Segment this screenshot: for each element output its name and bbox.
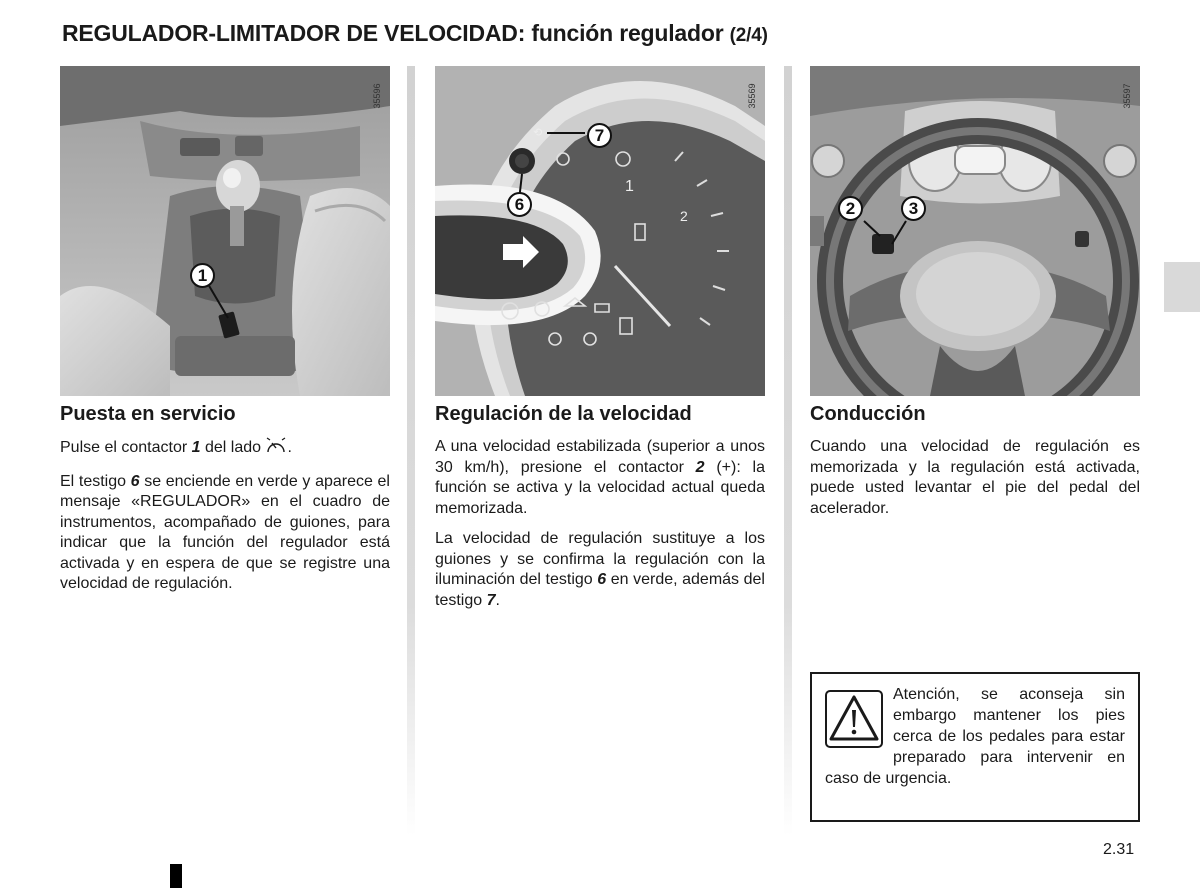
paragraph: El testigo 6 se enciende en verde y aparece el mensaje «REGULADOR» en el cuadro de instrumentos, acompañado de guiones, para indicar que la función del regulador está activada y en espera de que se registre una velocidad de regulación. [60,472,390,592]
section-regulacion-velocidad [435,400,765,621]
image-ref-number: 35596 [372,83,382,109]
image-ref-number: 35597 [1122,83,1132,109]
instrument-cluster-illustration [435,66,765,396]
photo-steering-wheel [810,66,1140,396]
callout-6: 6 [507,192,532,217]
svg-text:⟲: ⟲ [533,126,543,139]
image-ref-number: 35569 [747,83,757,109]
section-tab-marker [1164,262,1200,312]
column-divider-1 [407,66,415,836]
warning-triangle-icon [825,690,883,748]
paragraph: Cuando una velocidad de regulación es memorizada y la regulación está activada, puede usted levantar el pie del pedal del acelerador. [810,438,1140,517]
column-divider-2 [784,66,792,836]
callout-2: 2 [838,196,863,221]
svg-text:2: 2 [680,208,688,224]
warning-box [810,672,1140,822]
callout-1: 1 [190,263,215,288]
paragraph: La velocidad de regulación sustituye a los guiones y se confirma la regulación con la iluminación del testigo 6 en verde, además del testigo 7. [435,530,765,609]
section-heading: Puesta en servicio [60,403,236,425]
callout-7: 7 [587,123,612,148]
callout-3: 3 [901,196,926,221]
title-part: (2/4) [729,25,768,46]
paragraph: A una velocidad estabilizada (superior a unos 30 km/h), presione el contactor 2 (+): la función se activa y la velocidad actual queda memorizada. [435,438,765,517]
section-conduccion [810,400,1140,529]
section-heading: Conducción [810,403,926,425]
gear-console-illustration [60,66,390,396]
page-number: 2.31 [1103,841,1135,858]
photo-gear-console [60,66,390,396]
page-title [62,20,768,47]
section-heading: Regulación de la velocidad [435,403,692,425]
photo-instrument-cluster [435,66,765,396]
svg-text:1: 1 [625,178,634,195]
cruise-control-icon [265,437,287,462]
paragraph: Pulse el contactor 1 del lado . [60,437,390,462]
steering-wheel-illustration [810,66,1140,396]
warning-text: Atención, se aconseja sin embargo mantener los pies cerca de los pedales para estar preparado para intervenir en caso de urgencia. [825,686,1125,787]
print-mark [170,864,182,888]
section-puesta-en-servicio [60,400,390,605]
title-main: REGULADOR-LIMITADOR DE VELOCIDAD: función regulador [62,20,724,46]
